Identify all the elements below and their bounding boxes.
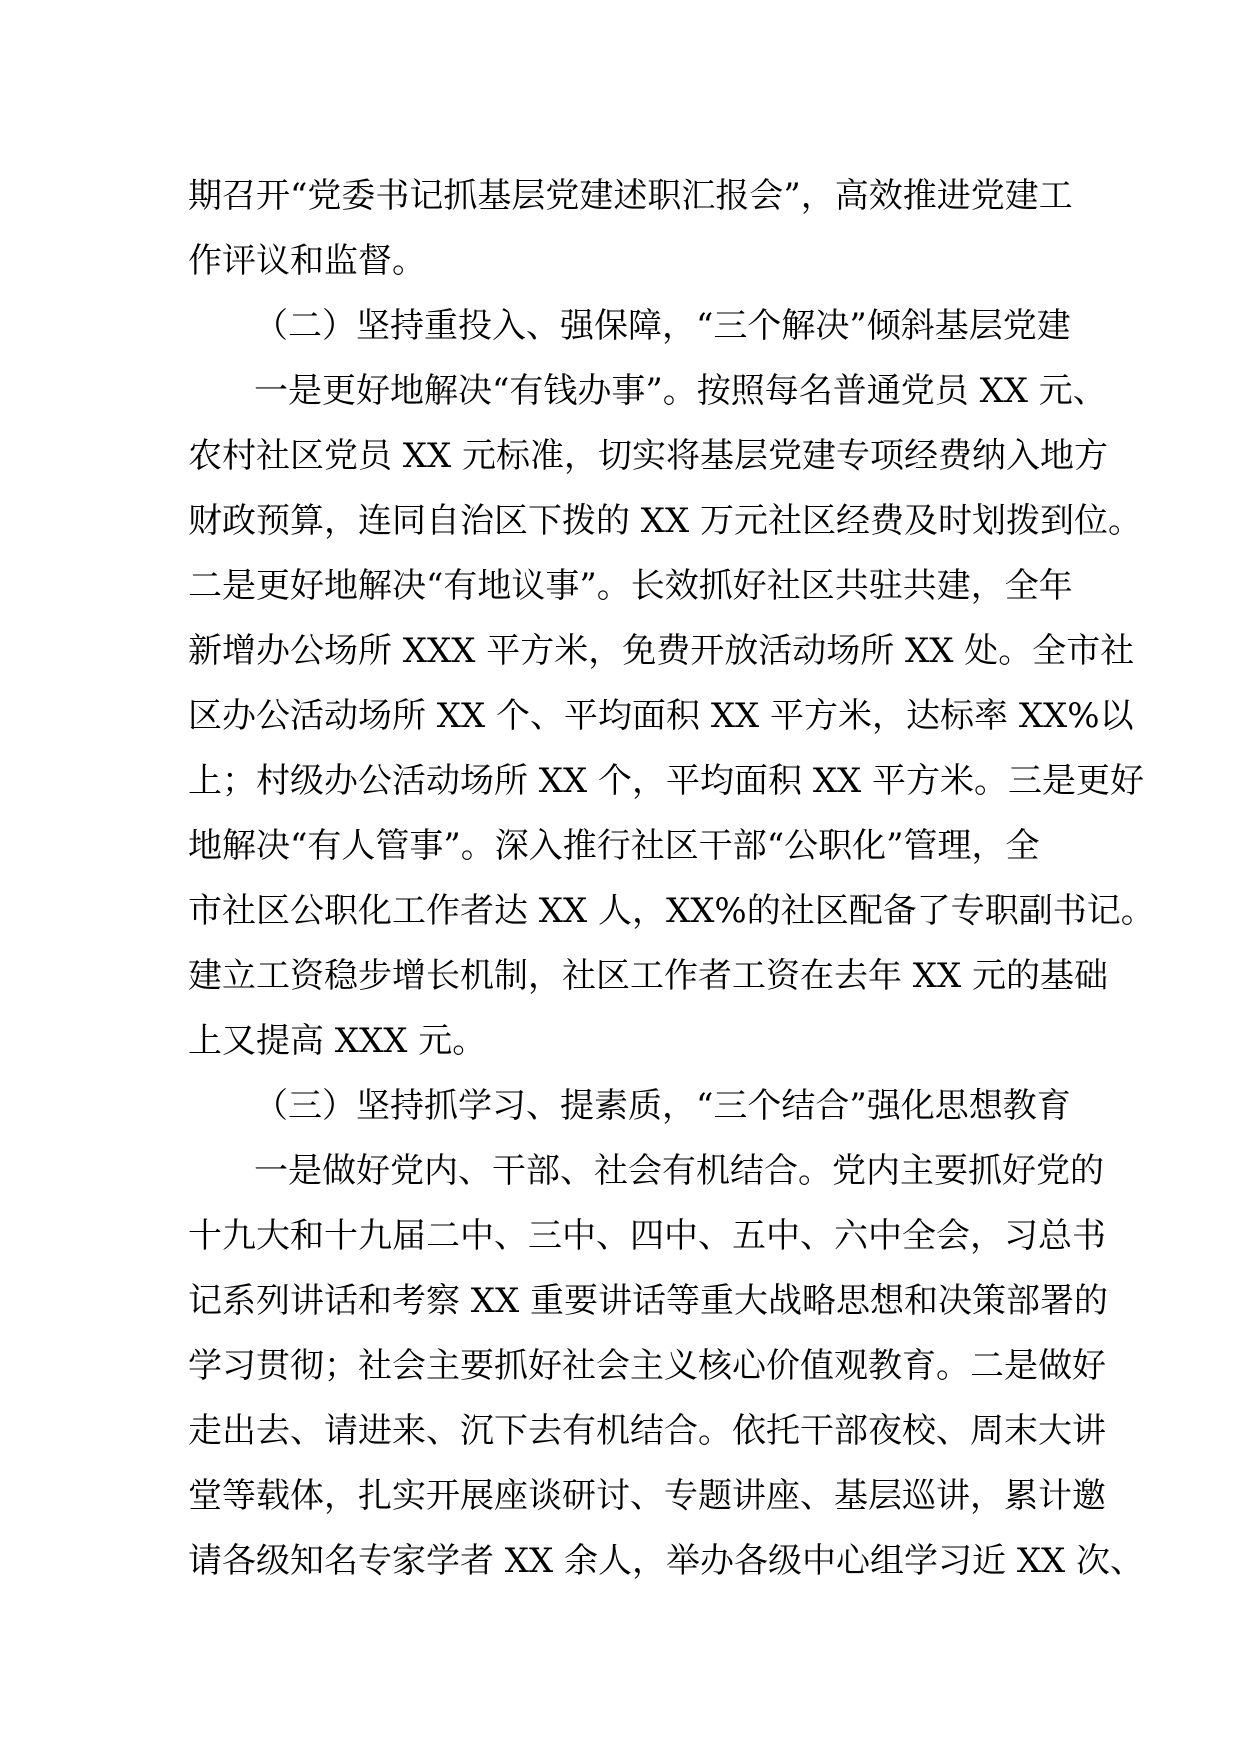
body-text-line: 农村社区党员 XX 元标准，切实将基层党建专项经费纳入地方	[188, 436, 1109, 476]
body-text-line: 上；村级办公活动场所 XX 个，平均面积 XX 平方米。三是更好	[188, 761, 1145, 801]
body-text-line: 十九大和十九届二中、三中、四中、五中、六中全会，习总书	[188, 1216, 1106, 1256]
body-text-line: 上又提高 XXX 元。	[188, 1021, 487, 1061]
body-text-line: 建立工资稳步增长机制，社区工作者工资在去年 XX 元的基础	[188, 956, 1109, 996]
body-text-line: 新增办公场所 XXX 平方米，免费开放活动场所 XX 处。全市社	[188, 631, 1135, 671]
section-heading-2: （二）坚持重投入、强保障，“三个解决”倾斜基层党建	[254, 306, 1071, 346]
body-text-line: 走出去、请进来、沉下去有机结合。依托干部夜校、周末大讲	[188, 1411, 1106, 1451]
body-text-line: 市社区公职化工作者达 XX 人，XX%的社区配备了专职副书记。	[188, 891, 1155, 931]
document-body	[188, 164, 1155, 1594]
body-text-line: 地解决“有人管事”。深入推行社区干部“公职化”管理，全	[188, 826, 1040, 866]
body-text-line: 财政预算，连同自治区下拨的 XX 万元社区经费及时划拨到位。	[188, 501, 1143, 541]
body-text-line: 记系列讲话和考察 XX 重要讲话等重大战略思想和决策部署的	[188, 1281, 1109, 1321]
body-text-line: 请各级知名专家学者 XX 余人，举办各级中心组学习近 XX 次、	[188, 1541, 1145, 1581]
body-text-line: 学习贯彻；社会主要抓好社会主义核心价值观教育。二是做好	[188, 1346, 1106, 1386]
body-text-line: 区办公活动场所 XX 个、平均面积 XX 平方米，达标率 XX%以	[188, 696, 1134, 736]
body-text-line: 二是更好地解决“有地议事”。长效抓好社区共驻共建，全年	[188, 566, 1073, 606]
body-text-line: 一是做好党内、干部、社会有机结合。党内主要抓好党的	[254, 1151, 1104, 1191]
body-text-line: 期召开“党委书记抓基层党建述职汇报会”，高效推进党建工	[188, 176, 1073, 216]
body-text-line: 堂等载体，扎实开展座谈研讨、专题讲座、基层巡讲，累计邀	[188, 1476, 1106, 1516]
body-text-line: 作评议和监督。	[188, 241, 426, 281]
body-text-line: 一是更好地解决“有钱办事”。按照每名普通党员 XX 元、	[254, 371, 1107, 411]
section-heading-3: （三）坚持抓学习、提素质，“三个结合”强化思想教育	[254, 1086, 1071, 1126]
